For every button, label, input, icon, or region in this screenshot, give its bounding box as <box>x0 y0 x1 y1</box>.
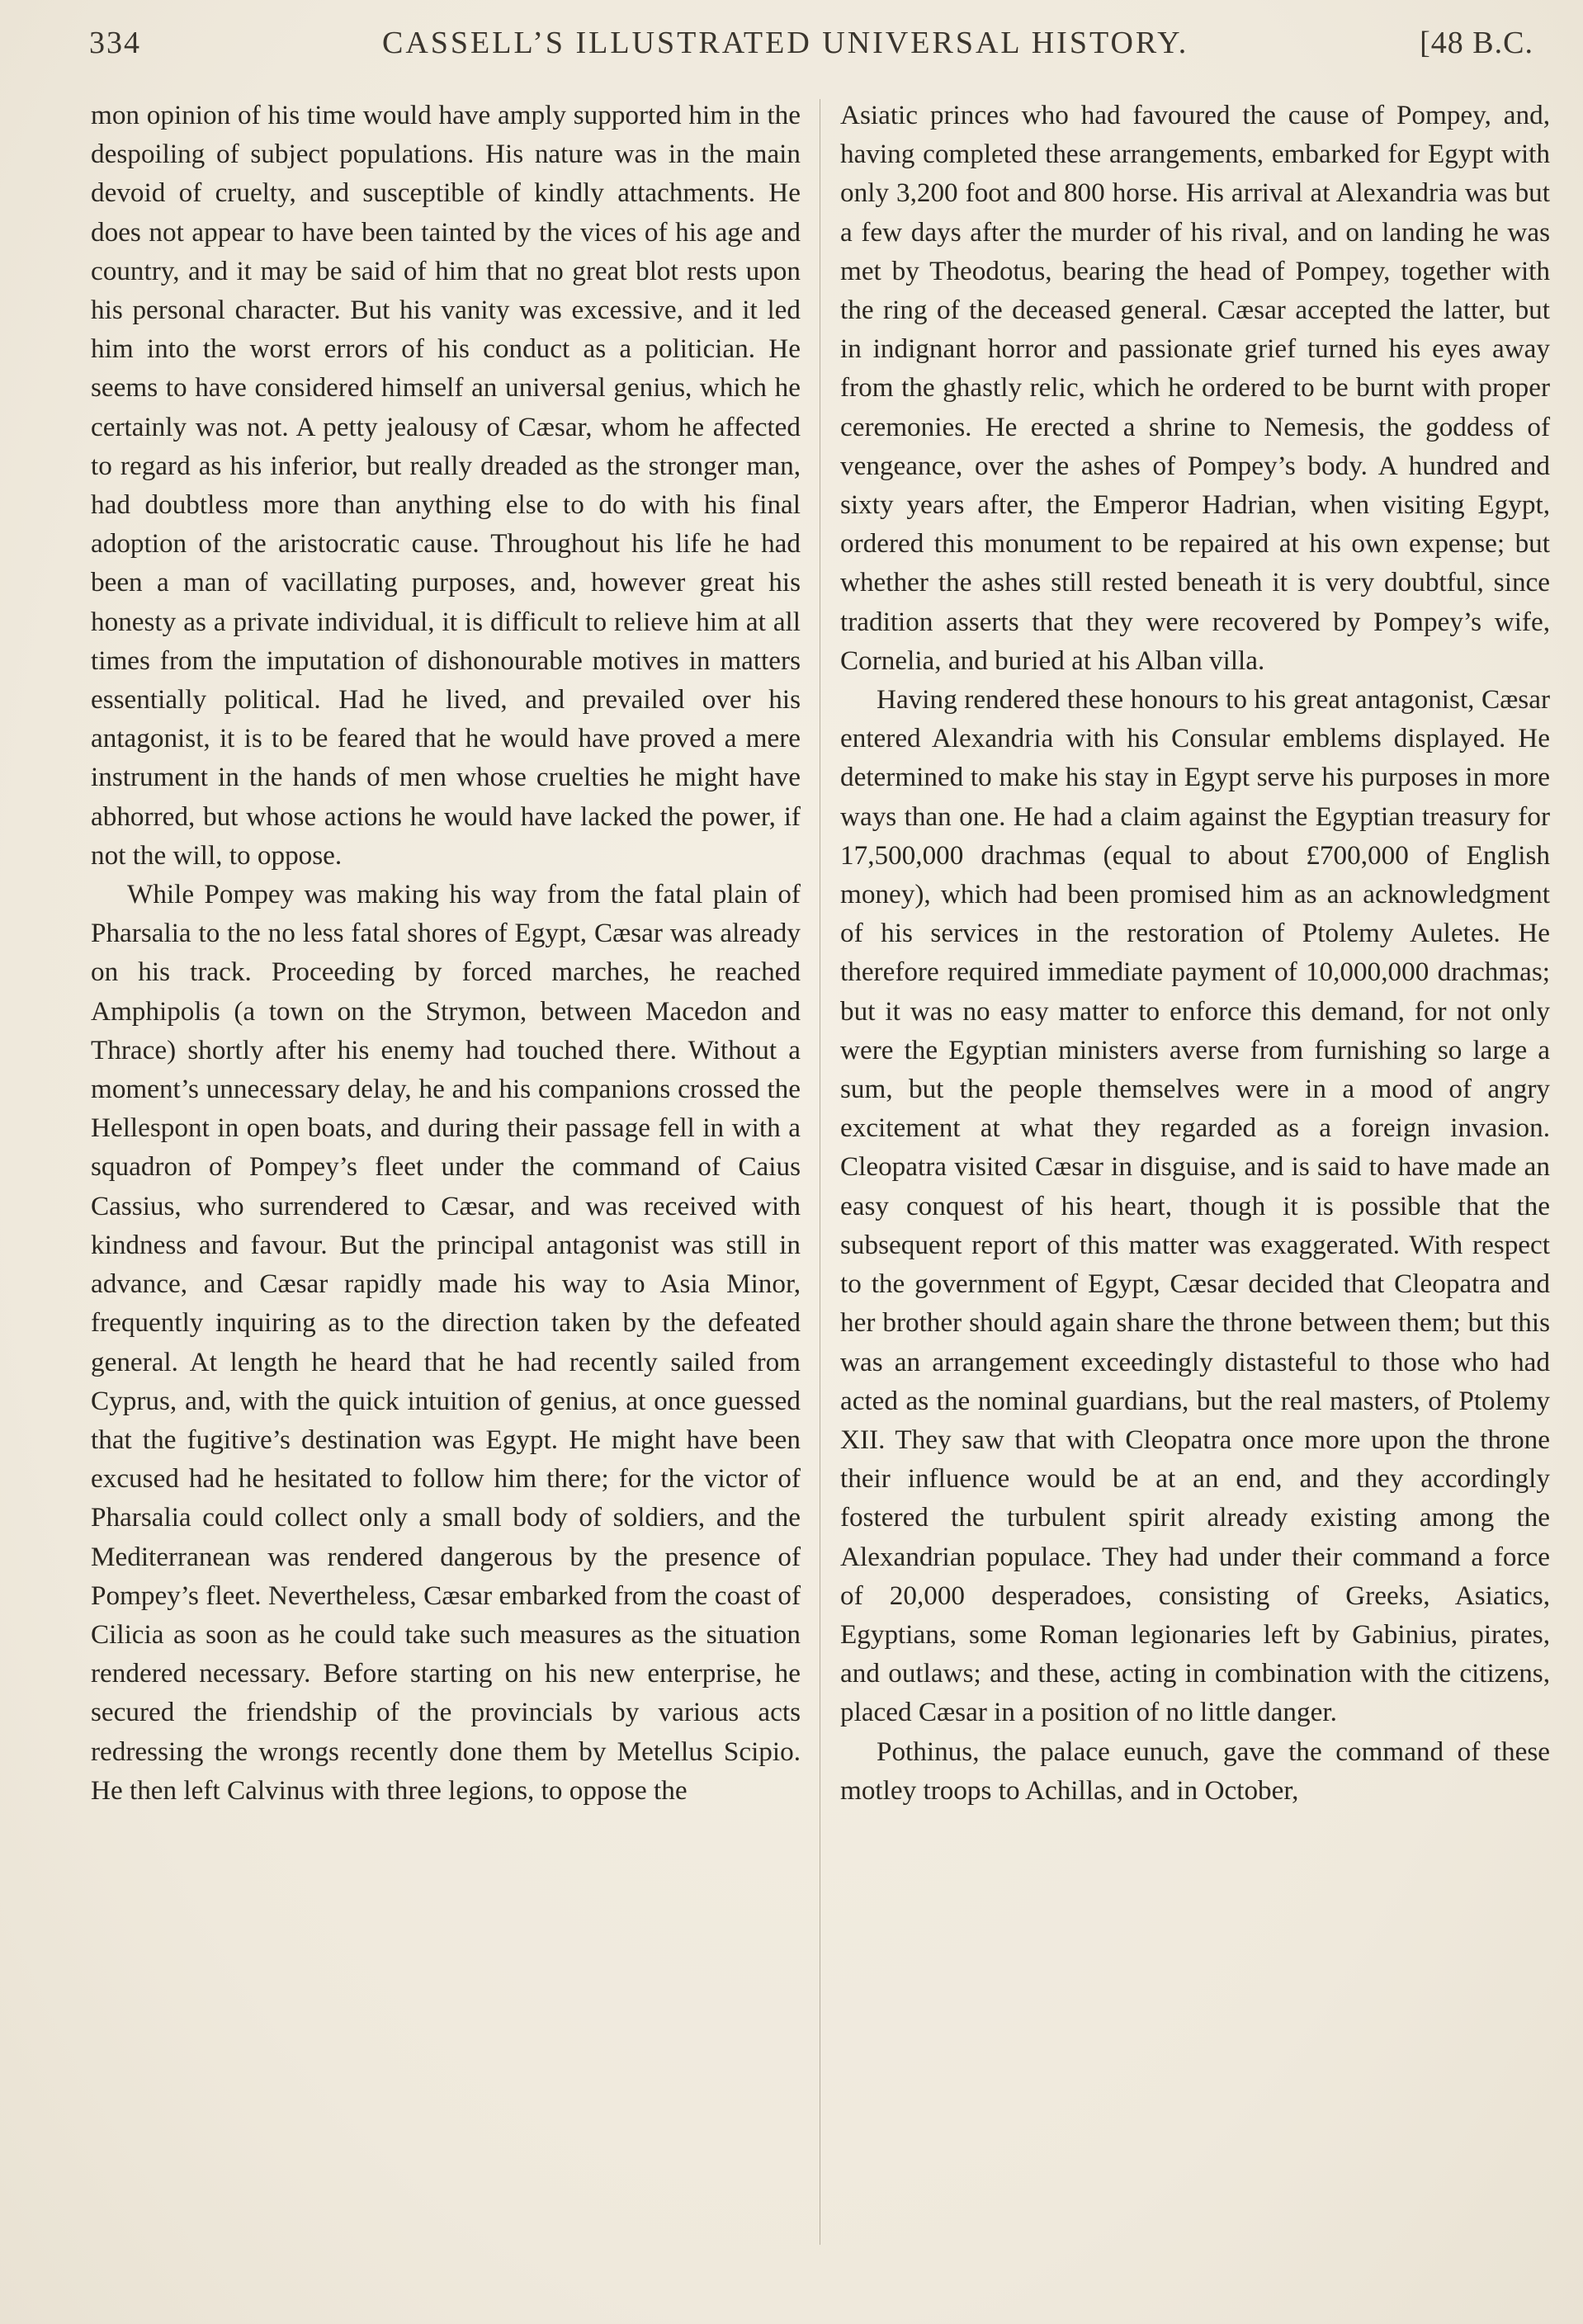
left-paragraph-2: While Pompey was making his way from the fatal plain of Pharsalia to the no less fatal shores of Egypt, Cæsar was already on his track. Proceeding by forced marches, he reached Amphipolis (a town on the Strymon, between Macedon and Thrace) shortly after his enemy had touched there. Without a moment’s unnecessary delay, he and his companions crossed the Hellespont in open boats, and during their passage fell in with a squadron of Pompey’s fleet under the command of Caius Cassius, who surrendered to Cæsar, and was received with kindness and favour. But the principal antagonist was still in advance, and Cæsar rapidly made his way to Asia Minor, frequently inquiring as to the direction taken by the defeated general. At length he heard that he had recently sailed from Cyprus, and, with the quick intuition of genius, at once guessed that the fugitive’s destination was Egypt. He might have been excused had he hesitated to follow him there; for the victor of Pharsalia could collect only a small body of soldiers, and the Mediterranean was rendered dangerous by the presence of Pompey’s fleet. Nevertheless, Cæsar embarked from the coast of Cilicia as soon as he could take such measures as the situation rendered necessary. Before starting on his new enterprise, he secured the friendship of the provincials by various acts redressing the wrongs recently done them by Metellus Scipio. He then left Calvinus with three legions, to oppose the <box>91 879 801 1806</box>
left-paragraph-1: mon opinion of his time would have amply supported him in the despoiling of subject populations. His nature was in the main devoid of cruelty, and susceptible of kindly attachments. He does not appear to have been tainted by the vices of his age and country, and it may be said of him that no great blot rests upon his personal character. But his vanity was excessive, and it led him into the worst errors of his conduct as a politician. He seems to have considered himself an universal genius, which he certainly was not. A petty jealousy of Cæsar, whom he affected to regard as his inferior, but really dreaded as the stronger man, had doubtless more than anything else to do with his final adoption of the aristocratic cause. Throughout his life he had been a man of vacillating purposes, and, however great his honesty as a private individual, it is difficult to relieve him at all times from the imputation of dishonourable motives in matters essentially political. Had he lived, and prevailed over his antagonist, it is to be feared that he would have proved a mere instrument in the hands of men whose cruelties he might have abhorred, but whose actions he would have lacked the power, if not the will, to oppose. <box>91 100 801 871</box>
left-column <box>91 96 801 1810</box>
right-column <box>840 96 1550 1810</box>
right-paragraph-2: Having rendered these honours to his great antagonist, Cæsar entered Alexandria with his Consular emblems displayed. He determined to make his stay in Egypt serve his purposes in more ways than one. He had a claim against the Egyptian treasury for 17,500,000 drachmas (equal to about £700,000 of English money), which had been promised him as an acknowledgment of his services in the restoration of Ptolemy Auletes. He therefore required immediate payment of 10,000,000 drachmas; but it was no easy matter to enforce this demand, for not only were the Egyptian ministers averse from furnishing so large a sum, but the people themselves were in a mood of angry excitement at what they regarded as a foreign invasion. Cleopatra visited Cæsar in disguise, and is said to have made an easy conquest of his heart, though it is possible that the subsequent report of this matter was exaggerated. With respect to the government of Egypt, Cæsar decided that Cleopatra and her brother should again share the throne between them; but this was an arrangement exceedingly distasteful to those who had acted as the nominal guardians, but the real masters, of Ptolemy XII. They saw that with Cleopatra once more upon the throne their influence would be at an end, and they accordingly fostered the turbulent spirit already existing among the Alexandrian populace. They had under their command a force of 20,000 desperadoes, consisting of Greeks, Asiatics, Egyptians, some Roman legionaries left by Gabinius, pirates, and outlaws; and these, acting in combination with the citizens, placed Cæsar in a position of no little danger. <box>840 684 1550 1728</box>
running-title: CASSELL’S ILLUSTRATED UNIVERSAL HISTORY. <box>382 26 1189 60</box>
running-header <box>89 21 1533 71</box>
page-number: 334 <box>89 26 141 60</box>
date-marker: [48 B.C. <box>1420 26 1533 60</box>
right-paragraph-3: Pothinus, the palace eunuch, gave the command of these motley troops to Achillas, and in October, <box>840 1736 1550 1806</box>
right-paragraph-1: Asiatic princes who had favoured the cause of Pompey, and, having completed these arrangements, embarked for Egypt with only 3,200 foot and 800 horse. His arrival at Alexandria was but a few days after the murder of his rival, and on landing he was met by Theodotus, bearing the head of Pompey, together with the ring of the deceased general. Cæsar accepted the latter, but in indignant horror and passionate grief turned his eyes away from the ghastly relic, which he ordered to be burnt with proper ceremonies. He erected a shrine to Nemesis, the goddess of vengeance, over the ashes of Pompey’s body. A hundred and sixty years after, the Emperor Hadrian, when visiting Egypt, ordered this monument to be repaired at his own expense; but whether the ashes still rested beneath it is very doubtful, since tradition asserts that they were recovered by Pompey’s wife, Cornelia, and buried at his Alban villa. <box>840 100 1550 676</box>
